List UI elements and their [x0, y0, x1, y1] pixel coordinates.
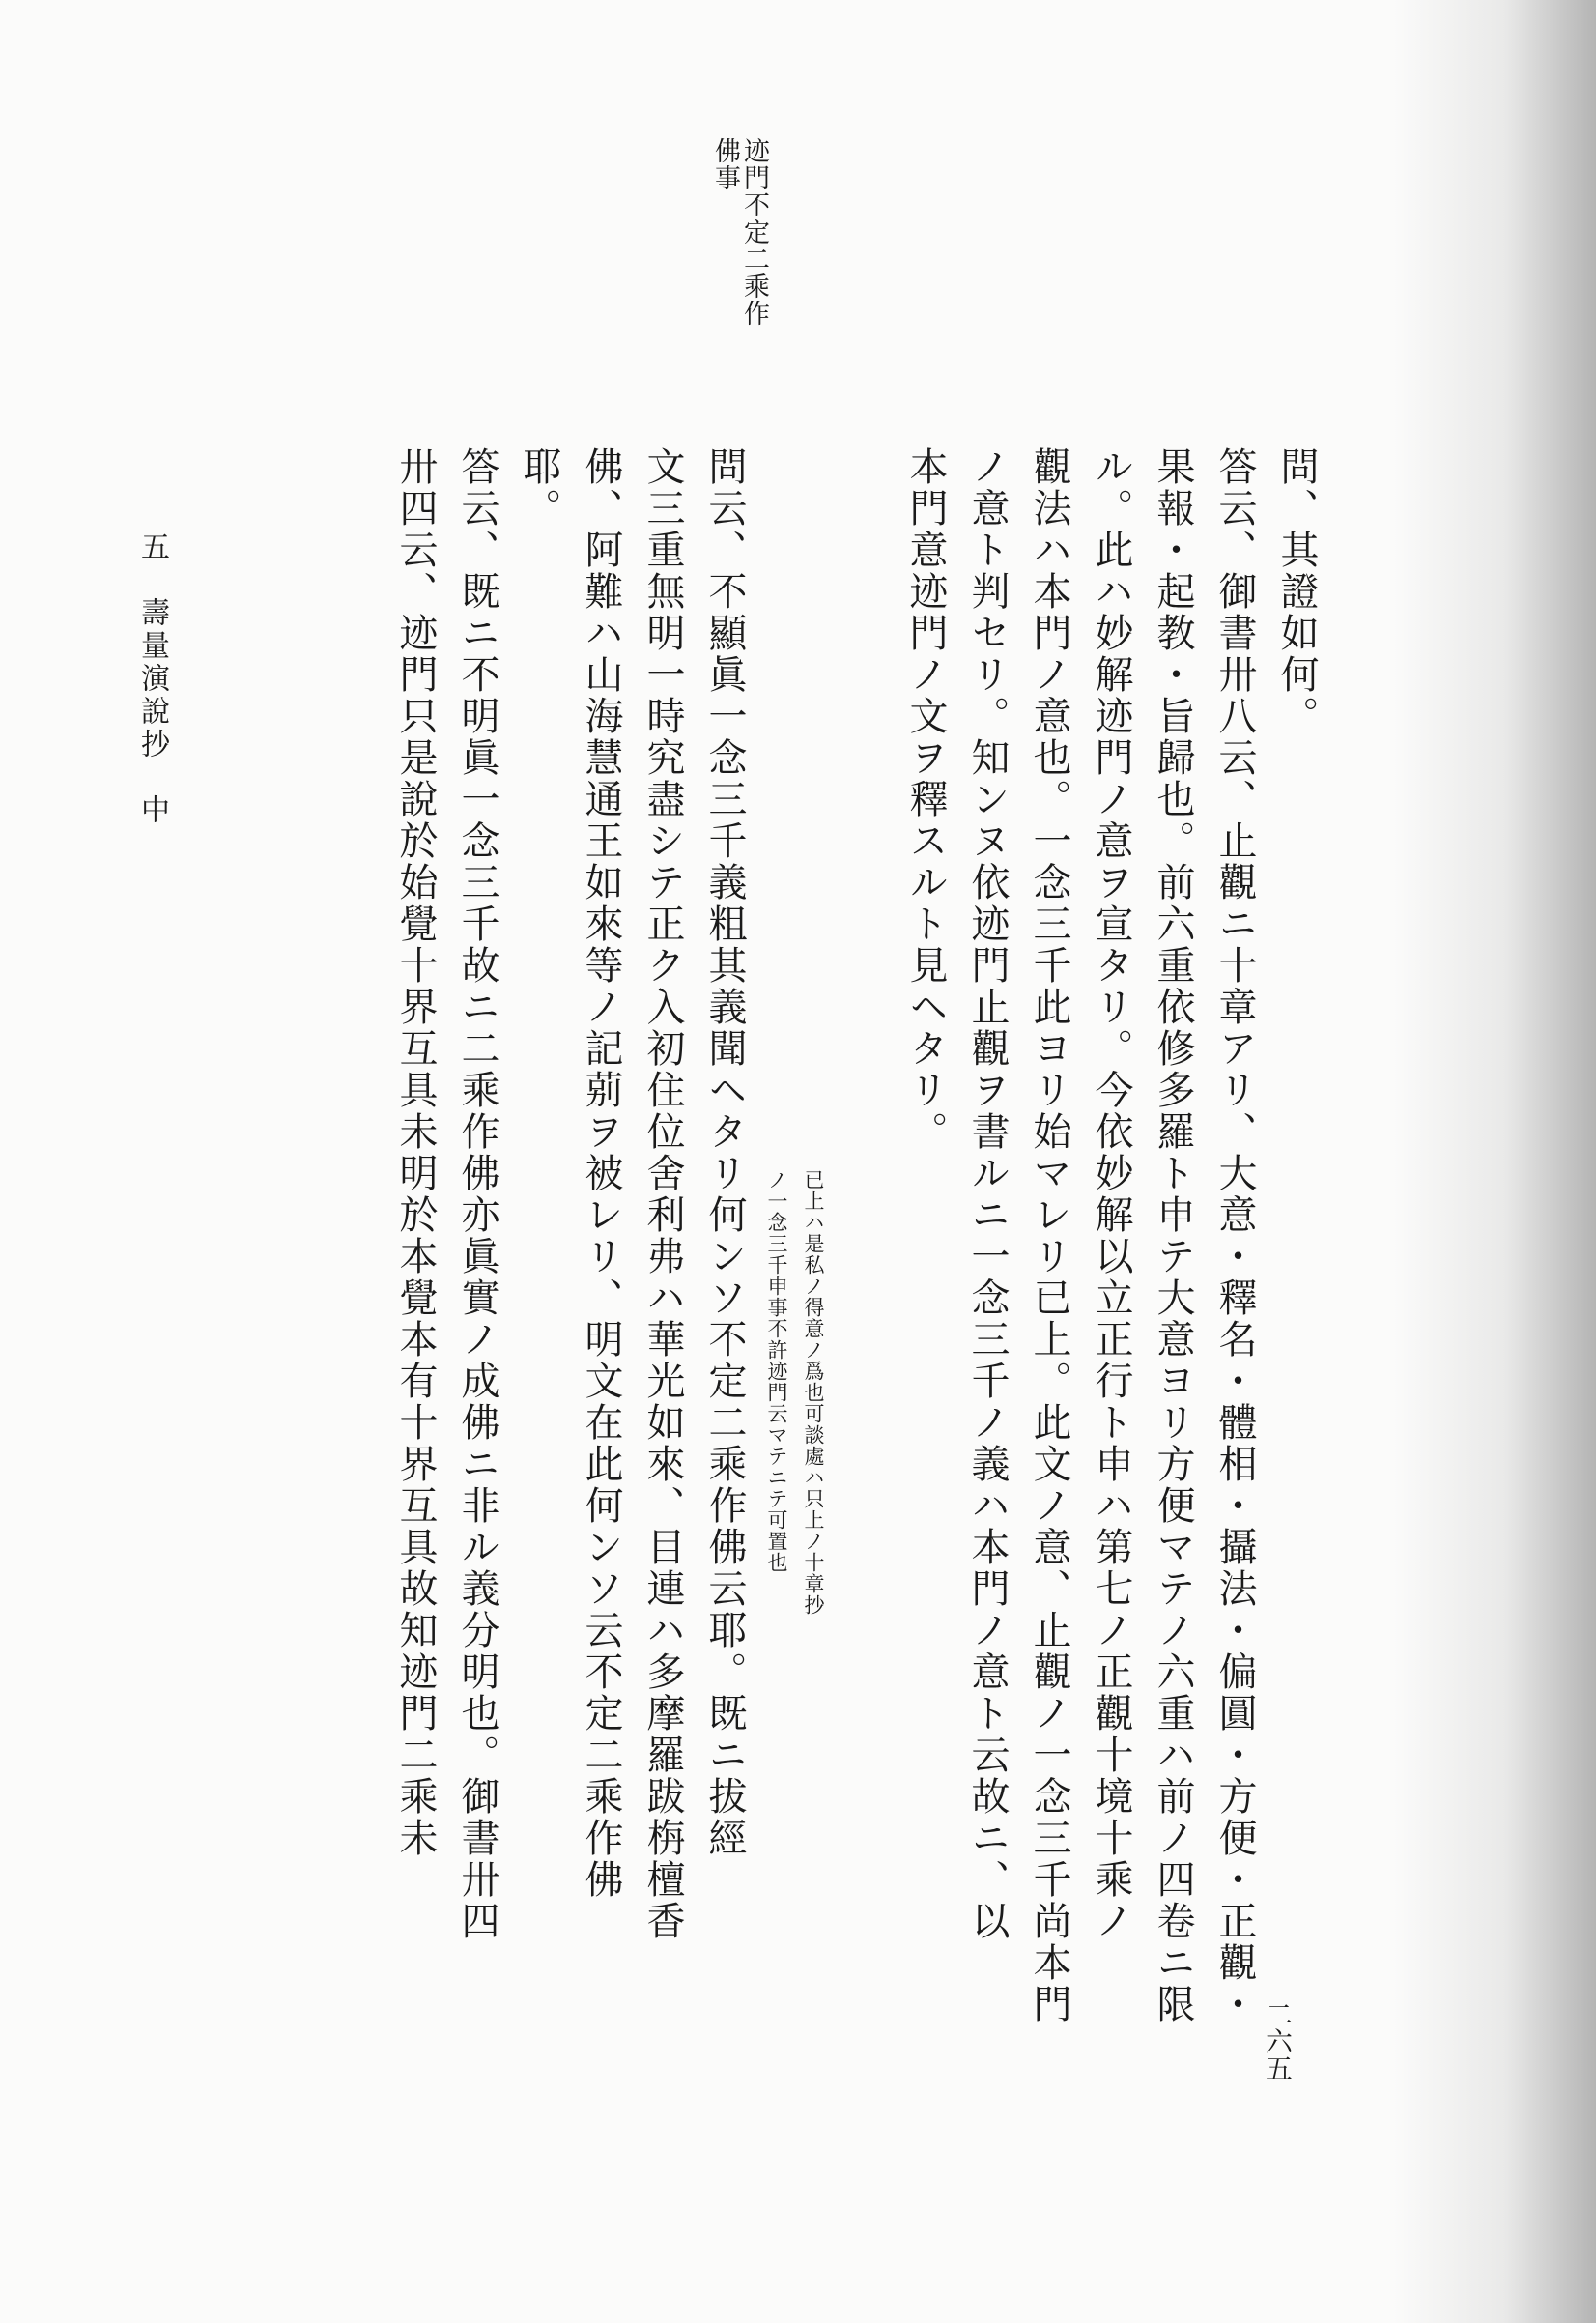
marginal-note-line-1: 迹門不定二乘作 [739, 137, 769, 327]
text-column-5: 觀法ハ本門ノ意也。一念三千此ヨリ始マレリ已上。此文ノ意、止觀ノ一念三千尚本門 [1027, 446, 1071, 2025]
interlinear-note-line-2: ノ一念三千申事不許迹門云マテニテ可置也 [765, 1169, 788, 1573]
text-column-1: 問、其證如何。 [1274, 446, 1319, 737]
text-column-12: 答云、既ニ不明眞一念三千故ニ二乘作佛亦眞實ノ成佛ニ非ル義分明也。御書卅四 [455, 446, 499, 1942]
text-column-2: 答云、御書卅八云、止觀ニ十章アリ、大意・釋名・體相・攝法・偏圓・方便・正觀・ [1212, 446, 1257, 2025]
text-column-9: 文三重無明一時究盡シテ正ク入初住位舍利弗ハ華光如來、目連ハ多摩羅跋栴檀香 [641, 446, 685, 1942]
interlinear-note-line-1: 已上ハ是私ノ得意ノ爲也可談處ハ只上ノ十章抄 [802, 1169, 825, 1616]
text-column-4: ル。此ハ妙解迹門ノ意ヲ宣タリ。今依妙解以立正行ト申ハ第七ノ正觀十境十乘ノ [1089, 446, 1133, 1942]
text-column-7: 本門意迹門ノ文ヲ釋スルト見ヘタリ。 [903, 446, 948, 1153]
running-head: 五 壽量演說抄 中 [135, 531, 169, 827]
text-column-10: 佛、阿難ハ山海慧通王如來等ノ記莂ヲ被レリ、明文在此何ンソ云不定二乘作佛 [579, 446, 623, 1901]
text-column-3: 果報・起教・旨歸也。前六重依修多羅ト申テ大意ヨリ方便マテノ六重ハ前ノ四卷ニ限 [1151, 446, 1195, 2025]
marginal-note-line-2: 佛事 [710, 137, 740, 191]
text-column-13: 卅四云、迹門只是說於始覺十界互具未明於本覺本有十界互具故知迹門二乘未 [393, 446, 438, 1859]
binding-shadow [1393, 0, 1596, 2323]
text-column-11: 耶。 [517, 446, 561, 530]
text-column-6: ノ意ト判セリ。知ンヌ依迹門止觀ヲ書ルニ一念三千ノ義ハ本門ノ意ト云故ニ、以 [965, 446, 1010, 1942]
text-column-8: 問云、不顯眞一念三千義粗其義聞ヘタリ何ンソ不定二乘作佛云耶。既ニ拔經 [702, 446, 747, 1859]
page-number: 二六五 [1262, 2000, 1294, 2081]
